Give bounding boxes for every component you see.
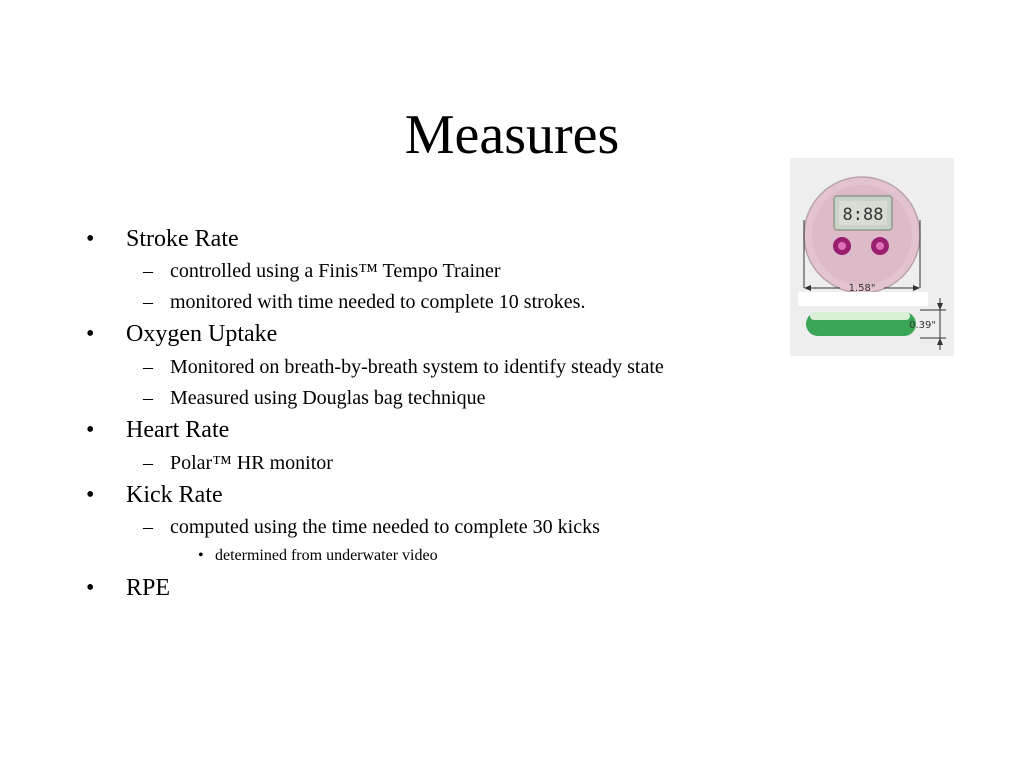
bullet-marker: • (198, 547, 204, 564)
sub-bullet-text: computed using the time needed to complete 30 kicks (170, 516, 600, 538)
sub-bullet-item (143, 386, 486, 410)
bullet-item (86, 416, 230, 444)
sub-bullet-text: Polar™ HR monitor (170, 452, 333, 474)
bullet-item (86, 574, 171, 602)
dash-marker: – (143, 260, 153, 282)
bullet-text: Kick Rate (126, 482, 223, 508)
bullet-item (86, 225, 239, 253)
sub-bullet-item (143, 355, 664, 379)
bullet-item (86, 320, 278, 348)
width-dimension-label: 1.58" (848, 283, 876, 294)
sub-bullet-item (143, 451, 333, 475)
sub-bullet-text: controlled using a Finis™ Tempo Trainer (170, 260, 501, 282)
bullet-marker: • (86, 482, 95, 508)
bullet-text: Oxygen Uptake (126, 321, 278, 347)
sub-bullet-text: monitored with time needed to complete 10 strokes. (170, 291, 586, 313)
bullet-marker: • (86, 575, 95, 601)
dash-marker: – (143, 291, 153, 313)
lcd-display-text: 8:88 (842, 205, 884, 225)
bullet-marker: • (86, 321, 95, 347)
dash-marker: – (143, 516, 153, 538)
dash-marker: – (143, 452, 153, 474)
sub-bullet-item (143, 259, 501, 283)
bullet-text: Stroke Rate (126, 226, 239, 252)
bullet-marker: • (86, 226, 95, 252)
sub-bullet-text: Measured using Douglas bag technique (170, 387, 486, 409)
dash-marker: – (143, 356, 153, 378)
bullet-item (86, 481, 223, 509)
bullet-text: RPE (126, 575, 171, 601)
sub-bullet-text: Monitored on breath-by-breath system to identify steady state (170, 356, 664, 378)
bullet-text: Heart Rate (126, 417, 230, 443)
sub-sub-bullet-item (198, 546, 438, 566)
dash-marker: – (143, 387, 153, 409)
height-dimension-label: 0.39" (909, 320, 936, 331)
sub-bullet-item (143, 515, 600, 539)
sub-sub-bullet-text: determined from underwater video (215, 547, 438, 564)
sub-bullet-item (143, 290, 586, 314)
bullet-marker: • (86, 417, 95, 443)
slide-title: Measures (404, 104, 620, 166)
tempo-trainer-device-icon (790, 158, 954, 356)
